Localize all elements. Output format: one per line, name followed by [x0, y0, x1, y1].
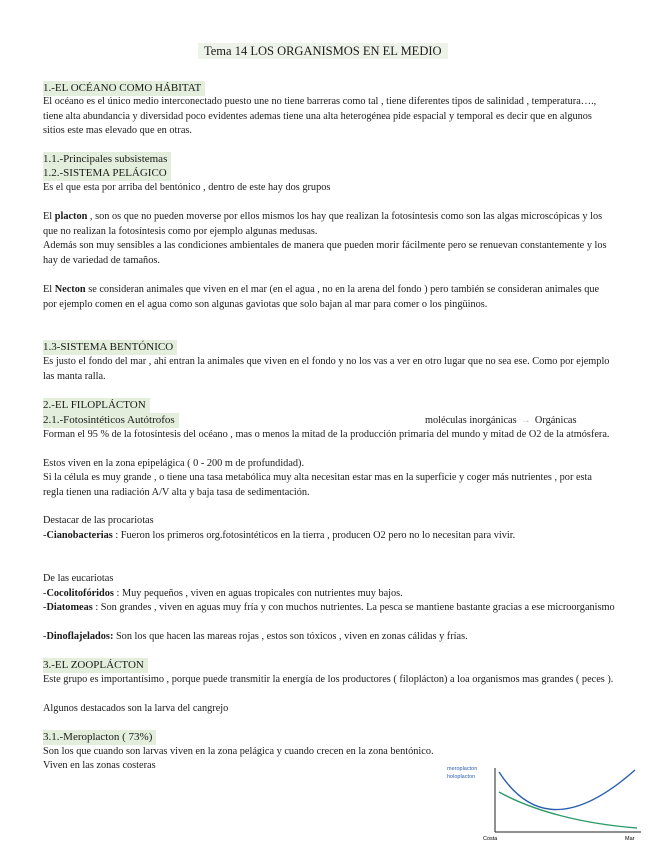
necton-text: se consideran animales que viven en el mar (en el agua , no en la arena del fondo ) pero también se consideran animales que por ejemplo comen en el agua como son algunas gaviotas que solo bajan al mar para comer o los pingüinos.: [43, 284, 600, 310]
diatomeas-text: : Son grandes , viven en aguas muy fría y con muchos nutrientes. La pesca se mantiene bastante gracias a ese microorganismo: [92, 602, 615, 613]
paragraph-cianobacterias: [43, 529, 615, 544]
molecules-note: [425, 414, 576, 429]
paragraph-procariotas-intro: Destacar de las procariotas: [43, 515, 154, 526]
paragraph-placton-2: Además son muy sensibles a las condiciones ambientales de manera que pueden morir fácilmente pero se renuevan constantemente y los hay de variedad de tamaños.: [43, 240, 607, 266]
heading-fotosinteticos: 2.1.-Fotosintéticos Autótrofos: [43, 413, 179, 428]
dinoflajelados-term: Dinoflajelados:: [46, 631, 114, 642]
cocolitoforidos-text: : Muy pequeños , viven en aguas tropicales con nutrientes muy bajos.: [113, 588, 403, 599]
paragraph-meroplacton-1: Son los que cuando son larvas viven en la zona pelágica y cuando crecen en la zona bentónico.: [43, 746, 434, 757]
distribution-sketch: [445, 762, 645, 842]
sketch-x-left-label: Costa: [483, 836, 498, 842]
dash: -: [43, 602, 47, 613]
paragraph-cocolitoforidos: [43, 587, 615, 602]
paragraph-filoplacton-3: Si la célula es muy grande , o tiene una tasa metabólica muy alta necesitan estar mas en la superficie y coger más nutrientes , por esta regla tienen una radiación A/V alta y baja tasa de sedimentación.: [43, 472, 592, 498]
dash: -: [43, 588, 47, 599]
paragraph-necton: [43, 283, 615, 312]
paragraph-filoplacton-1: Forman el 95 % de la fotosíntesis del océano , mas o menos la mitad de la producción primaria del mundo y mitad de O2 de la atmósfera.: [43, 429, 610, 440]
paragraph-dinoflajelados: [43, 630, 615, 645]
heading-sistema-bentonico: 1.3-SISTEMA BENTÓNICO: [43, 340, 177, 355]
paragraph-diatomeas: [43, 601, 615, 616]
page-title: Tema 14 LOS ORGANISMOS EN EL MEDIO: [198, 43, 448, 59]
sketch-x-right-label: Mar: [625, 836, 635, 842]
cianobacterias-text: : Fueron los primeros org.fotosintéticos en la tierra , producen O2 pero no lo necesitan para vivir.: [112, 530, 516, 541]
paragraph-oceano: El océano es el único medio interconectado puesto une no tiene barreras como tal , tiene diferentes tipos de salinidad , temperatura…., tiene alta abundancia y diversidad poco evidentes ademas tiene una alta heterogénea pide espacial y temporal es decir que en algunos sitios este mas elevado que en otras.: [43, 96, 597, 137]
placton-text: , son os que no pueden moverse por ellos mismos los hay que realizan la fotosíntesis como son las algas microscópicas y los que no realizan la fotosíntesis como por ejemplo algunas medusas.: [43, 211, 603, 237]
sketch-label-meroplacton: meroplacton: [447, 766, 478, 772]
heading-meroplacton: 3.1.-Meroplacton ( 73%): [43, 730, 156, 745]
heading-subsistemas: 1.1.-Principales subsistemas: [43, 152, 171, 167]
sketch-curve-blue: [499, 770, 635, 810]
paragraph-placton: [43, 210, 615, 239]
placton-term: placton: [54, 211, 88, 222]
molecules-organic: Orgánicas: [534, 415, 577, 426]
arrow-icon: →: [520, 415, 531, 426]
necton-term: Necton: [54, 284, 86, 295]
paragraph-filoplacton-2: Estos viven en la zona epipelágica ( 0 - 200 m de profundidad).: [43, 458, 305, 469]
placton-pre: El: [43, 211, 55, 222]
heading-oceano-habitat: 1.-EL OCÉANO COMO HÁBITAT: [43, 81, 205, 96]
paragraph-bentonico: Es justo el fondo del mar , ahí entran la animales que viven en el fondo y no los vas a ver en otro lugar que no sea ese. Como por ejemplo las manta ralla.: [43, 356, 610, 382]
paragraph-zooplacton-2: Algunos destacados son la larva del cangrejo: [43, 703, 229, 714]
dash: -: [43, 530, 47, 541]
paragraph-pelagico-intro: Es el que esta por arriba del bentónico , dentro de este hay dos grupos: [43, 182, 331, 193]
dinoflajelados-text: Son los que hacen las mareas rojas , estos son tóxicos , viven en zonas cálidas y frías.: [113, 631, 468, 642]
sketch-curve-green: [499, 792, 637, 828]
paragraph-eucariotas-intro: De las eucariotas: [43, 573, 114, 584]
sketch-label-holoplacton: holoplacton: [447, 774, 476, 780]
paragraph-zooplacton-1: Este grupo es importantísimo , porque puede transmitir la energía de los productores ( filoplácton) a loa organismos mas grandes ( peces ).: [43, 674, 614, 685]
necton-pre: El: [43, 284, 55, 295]
cianobacterias-term: Cianobacterias: [46, 530, 113, 541]
paragraph-meroplacton-2: Viven en las zonas costeras: [43, 760, 156, 771]
heading-zooplacton: 3.-EL ZOOPLÁCTON: [43, 658, 148, 673]
heading-sistema-pelagico: 1.2.-SISTEMA PELÁGICO: [43, 166, 171, 181]
heading-filoplacton: 2.-EL FILOPLÁCTON: [43, 398, 150, 413]
diatomeas-term: Diatomeas: [46, 602, 93, 613]
molecules-inorganic: moléculas inorgánicas: [425, 415, 517, 426]
dash: -: [43, 631, 47, 642]
cocolitoforidos-term: Cocolitofóridos: [46, 588, 114, 599]
